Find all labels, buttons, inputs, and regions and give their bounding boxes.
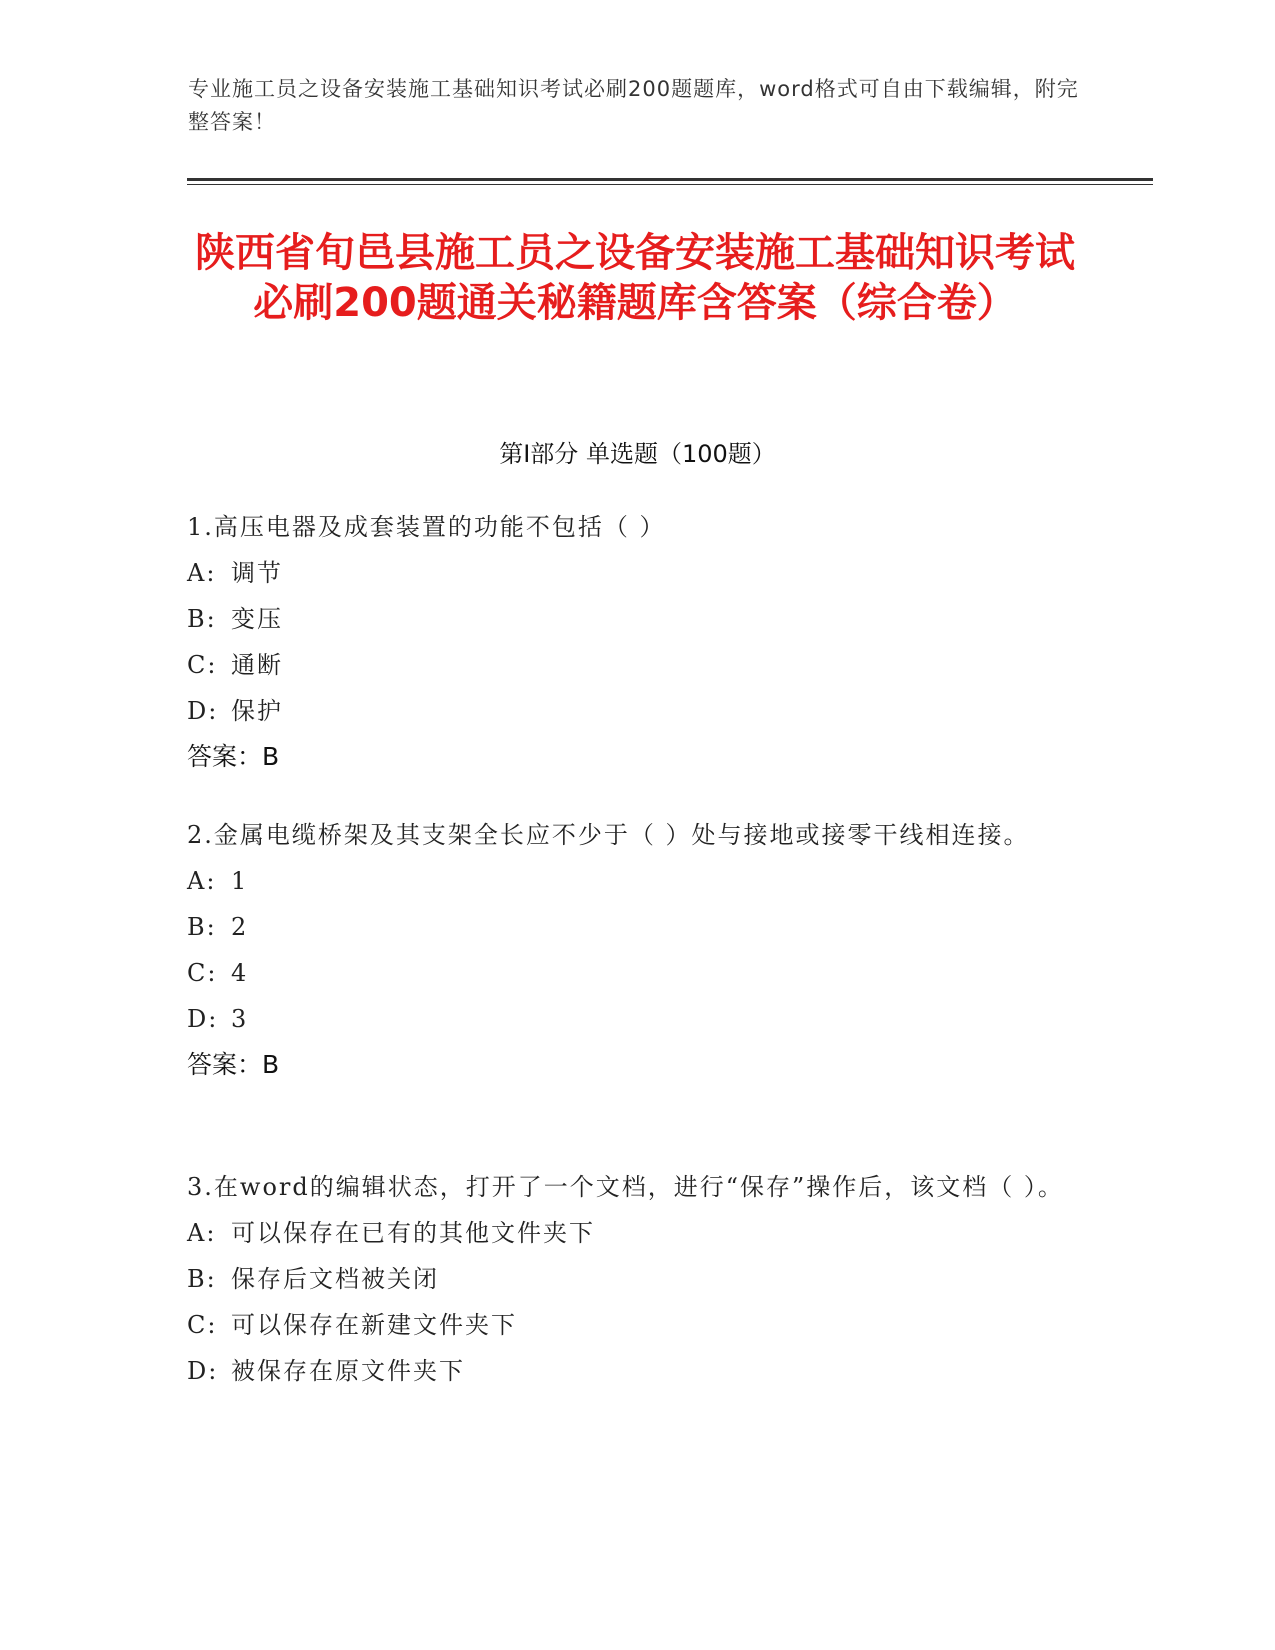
option-text: 保存后文档被关闭 xyxy=(231,1265,439,1293)
option-letter: A: xyxy=(187,867,217,895)
option-a xyxy=(187,1210,1087,1256)
option-letter: A: xyxy=(187,1219,217,1247)
option-letter: B: xyxy=(187,1265,217,1293)
question-3 xyxy=(187,1164,1087,1394)
option-text: 调节 xyxy=(231,559,283,587)
option-text: 1 xyxy=(231,867,249,895)
option-letter: C: xyxy=(187,959,218,987)
option-b xyxy=(187,596,1087,642)
option-text: 通断 xyxy=(231,651,283,679)
question-stem: 2.金属电缆桥架及其支架全长应不少于（ ）处与接地或接零干线相连接。 xyxy=(187,821,1030,849)
option-a xyxy=(187,858,1087,904)
question-stem: 3.在word的编辑状态，打开了一个文档，进行“保存”操作后，该文档（ ）。 xyxy=(187,1173,1064,1201)
option-c xyxy=(187,950,1087,996)
option-c xyxy=(187,1302,1087,1348)
option-d xyxy=(187,996,1087,1042)
option-text: 变压 xyxy=(231,605,283,633)
header-divider-thin xyxy=(187,184,1153,185)
option-letter: C: xyxy=(187,1311,218,1339)
option-text: 2 xyxy=(231,913,249,941)
answer-line: 答案：B xyxy=(187,1050,280,1079)
option-letter: A: xyxy=(187,559,217,587)
option-letter: D: xyxy=(187,1357,219,1385)
option-a xyxy=(187,550,1087,596)
option-text: 保护 xyxy=(231,697,283,725)
option-d xyxy=(187,688,1087,734)
header-note: 专业施工员之设备安装施工基础知识考试必刷200题题库，word格式可自由下载编辑，附完整答案！ xyxy=(188,77,1079,134)
option-b xyxy=(187,1256,1087,1302)
option-text: 可以保存在已有的其他文件夹下 xyxy=(231,1219,595,1247)
option-letter: C: xyxy=(187,651,218,679)
option-letter: B: xyxy=(187,913,217,941)
section-title: 第Ⅰ部分 单选题（100题） xyxy=(499,440,776,468)
option-c xyxy=(187,642,1087,688)
option-text: 可以保存在新建文件夹下 xyxy=(231,1311,517,1339)
document-title: 陕西省旬邑县施工员之设备安装施工基础知识考试必刷200题通关秘籍题库含答案（综合卷） xyxy=(195,230,1075,326)
option-text: 被保存在原文件夹下 xyxy=(231,1357,465,1385)
option-letter: D: xyxy=(187,697,219,725)
option-text: 4 xyxy=(231,959,249,987)
option-text: 3 xyxy=(231,1005,249,1033)
option-letter: D: xyxy=(187,1005,219,1033)
question-stem: 1.高压电器及成套装置的功能不包括（ ） xyxy=(187,513,666,541)
header-divider-thick xyxy=(187,178,1153,181)
option-b xyxy=(187,904,1087,950)
answer-line: 答案：B xyxy=(187,742,280,771)
option-letter: B: xyxy=(187,605,217,633)
option-d xyxy=(187,1348,1087,1394)
question-2 xyxy=(187,812,1087,1088)
question-1 xyxy=(187,504,1087,780)
